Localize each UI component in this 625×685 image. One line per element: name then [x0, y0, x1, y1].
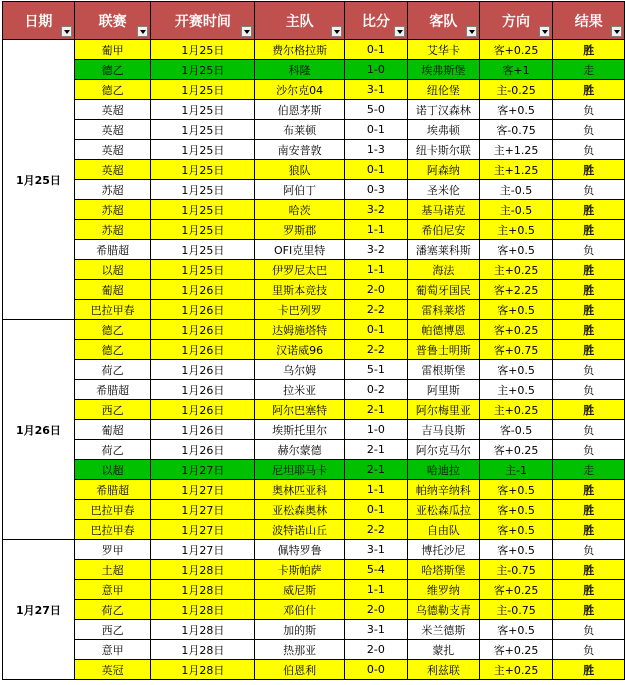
- cell-kickoff[interactable]: 1月26日: [151, 400, 255, 420]
- cell-away-team[interactable]: 帕纳辛纳科: [407, 480, 479, 500]
- cell-direction[interactable]: 主+1.25: [479, 140, 553, 160]
- cell-league[interactable]: 德乙: [74, 60, 150, 80]
- col-header-home[interactable]: [255, 2, 344, 40]
- cell-home-team[interactable]: 阿尔巴塞特: [255, 400, 344, 420]
- table-row: [3, 380, 625, 400]
- filter-dropdown-icon[interactable]: [137, 26, 148, 37]
- cell-date-group[interactable]: 1月27日: [3, 540, 75, 680]
- cell-kickoff[interactable]: 1月27日: [151, 520, 255, 540]
- filter-dropdown-icon[interactable]: [611, 26, 622, 37]
- cell-home-team[interactable]: 狼队: [255, 160, 344, 180]
- cell-away-team[interactable]: 普鲁士明斯: [407, 340, 479, 360]
- cell-kickoff[interactable]: 1月25日: [151, 140, 255, 160]
- cell-league[interactable]: 英冠: [74, 660, 150, 680]
- col-header-label: 开赛时间: [174, 13, 231, 30]
- col-header-direction[interactable]: [479, 2, 553, 40]
- cell-away-team[interactable]: 利兹联: [407, 660, 479, 680]
- cell-away-team[interactable]: 乌德勒支青: [407, 600, 479, 620]
- cell-kickoff[interactable]: 1月26日: [151, 420, 255, 440]
- table-row: [3, 340, 625, 360]
- cell-direction[interactable]: 客+0.5: [479, 360, 553, 380]
- cell-score[interactable]: 5-0: [344, 100, 407, 120]
- cell-result[interactable]: 胜: [553, 580, 625, 600]
- table-row: [3, 460, 625, 480]
- col-header-league[interactable]: [74, 2, 150, 40]
- table-row: [3, 480, 625, 500]
- cell-score[interactable]: 3-2: [344, 240, 407, 260]
- cell-league[interactable]: 英超: [74, 120, 150, 140]
- cell-home-team[interactable]: 尼坦耶马卡: [255, 460, 344, 480]
- cell-away-team[interactable]: 海法: [407, 260, 479, 280]
- cell-score[interactable]: 5-1: [344, 360, 407, 380]
- cell-away-team[interactable]: 阿尔梅里亚: [407, 400, 479, 420]
- cell-kickoff[interactable]: 1月26日: [151, 300, 255, 320]
- cell-league[interactable]: 巴拉甲春: [74, 520, 150, 540]
- table-row: [3, 580, 625, 600]
- cell-score[interactable]: 1-1: [344, 580, 407, 600]
- cell-result[interactable]: 负: [553, 620, 625, 640]
- cell-league[interactable]: 苏超: [74, 220, 150, 240]
- cell-home-team[interactable]: 埃斯托里尔: [255, 420, 344, 440]
- cell-league[interactable]: 英超: [74, 160, 150, 180]
- cell-home-team[interactable]: 伯恩利: [255, 660, 344, 680]
- cell-result[interactable]: 胜: [553, 160, 625, 180]
- cell-home-team[interactable]: 威尼斯: [255, 580, 344, 600]
- cell-score[interactable]: 1-1: [344, 260, 407, 280]
- cell-direction[interactable]: 客+0.5: [479, 500, 553, 520]
- cell-direction[interactable]: 客+2.25: [479, 280, 553, 300]
- cell-league[interactable]: 英超: [74, 140, 150, 160]
- col-header-label: 主队: [285, 13, 314, 30]
- cell-away-team[interactable]: 雷科莱塔: [407, 300, 479, 320]
- cell-score[interactable]: 5-4: [344, 560, 407, 580]
- cell-home-team[interactable]: 阿伯丁: [255, 180, 344, 200]
- cell-kickoff[interactable]: 1月27日: [151, 500, 255, 520]
- cell-away-team[interactable]: 纽伦堡: [407, 80, 479, 100]
- cell-result[interactable]: 胜: [553, 520, 625, 540]
- cell-kickoff[interactable]: 1月26日: [151, 440, 255, 460]
- cell-away-team[interactable]: 自由队: [407, 520, 479, 540]
- cell-direction[interactable]: 主+0.5: [479, 380, 553, 400]
- cell-score[interactable]: 3-2: [344, 200, 407, 220]
- cell-result[interactable]: 胜: [553, 220, 625, 240]
- cell-direction[interactable]: 客+0.5: [479, 100, 553, 120]
- cell-kickoff[interactable]: 1月25日: [151, 180, 255, 200]
- table-row: [3, 600, 625, 620]
- cell-league[interactable]: 荷乙: [74, 600, 150, 620]
- col-header-away[interactable]: [407, 2, 479, 40]
- table-row: [3, 400, 625, 420]
- cell-direction[interactable]: 客+0.5: [479, 540, 553, 560]
- cell-score[interactable]: 1-0: [344, 60, 407, 80]
- cell-away-team[interactable]: 吉马良斯: [407, 420, 479, 440]
- cell-away-team[interactable]: 圣米伦: [407, 180, 479, 200]
- cell-result[interactable]: 胜: [553, 80, 625, 100]
- cell-home-team[interactable]: 达姆施塔特: [255, 320, 344, 340]
- cell-away-team[interactable]: 哈迪拉: [407, 460, 479, 480]
- cell-kickoff[interactable]: 1月26日: [151, 360, 255, 380]
- cell-direction[interactable]: 主+0.25: [479, 260, 553, 280]
- cell-kickoff[interactable]: 1月25日: [151, 80, 255, 100]
- table-row: [3, 200, 625, 220]
- cell-away-team[interactable]: 雷根斯堡: [407, 360, 479, 380]
- cell-direction[interactable]: 客+0.5: [479, 620, 553, 640]
- table-row: [3, 300, 625, 320]
- cell-direction[interactable]: 客+0.25: [479, 40, 553, 60]
- cell-away-team[interactable]: 阿森纳: [407, 160, 479, 180]
- cell-result[interactable]: 负: [553, 100, 625, 120]
- cell-direction[interactable]: 主+0.25: [479, 660, 553, 680]
- cell-direction[interactable]: 客+0.25: [479, 320, 553, 340]
- cell-league[interactable]: 荷乙: [74, 440, 150, 460]
- cell-league[interactable]: 德乙: [74, 340, 150, 360]
- cell-league[interactable]: 希腊超: [74, 240, 150, 260]
- cell-league[interactable]: 巴拉甲春: [74, 500, 150, 520]
- cell-away-team[interactable]: 米兰德斯: [407, 620, 479, 640]
- table-row: [3, 500, 625, 520]
- cell-away-team[interactable]: 博托沙尼: [407, 540, 479, 560]
- cell-league[interactable]: 葡超: [74, 420, 150, 440]
- cell-league[interactable]: 德乙: [74, 320, 150, 340]
- cell-direction[interactable]: 客+0.5: [479, 300, 553, 320]
- filter-dropdown-icon[interactable]: [539, 26, 550, 37]
- cell-direction[interactable]: 主+0.25: [479, 400, 553, 420]
- table-row: [3, 220, 625, 240]
- cell-direction[interactable]: 主-0.5: [479, 200, 553, 220]
- cell-league[interactable]: 以超: [74, 260, 150, 280]
- cell-league[interactable]: 巴拉甲春: [74, 300, 150, 320]
- cell-date-group[interactable]: 1月25日: [3, 40, 75, 320]
- cell-direction[interactable]: 主-0.75: [479, 600, 553, 620]
- cell-direction[interactable]: 客+0.25: [479, 440, 553, 460]
- cell-away-team[interactable]: 哈塔斯堡: [407, 560, 479, 580]
- table-body: [3, 40, 625, 680]
- cell-kickoff[interactable]: 1月27日: [151, 460, 255, 480]
- cell-score[interactable]: 2-1: [344, 460, 407, 480]
- table-row: [3, 620, 625, 640]
- cell-league[interactable]: 葡甲: [74, 40, 150, 60]
- cell-kickoff[interactable]: 1月25日: [151, 160, 255, 180]
- cell-direction[interactable]: 主+1.25: [479, 160, 553, 180]
- cell-result[interactable]: 胜: [553, 200, 625, 220]
- cell-home-team[interactable]: OFI克里特: [255, 240, 344, 260]
- cell-kickoff[interactable]: 1月25日: [151, 220, 255, 240]
- cell-away-team[interactable]: 希伯尼安: [407, 220, 479, 240]
- table-row: [3, 160, 625, 180]
- cell-home-team[interactable]: 卡斯帕萨: [255, 560, 344, 580]
- table-row: [3, 40, 625, 60]
- cell-score[interactable]: 0-1: [344, 500, 407, 520]
- filter-dropdown-icon[interactable]: [466, 26, 477, 37]
- cell-direction[interactable]: 客+0.5: [479, 520, 553, 540]
- cell-home-team[interactable]: 奥林匹亚科: [255, 480, 344, 500]
- table-row: [3, 540, 625, 560]
- cell-direction[interactable]: 主-0.75: [479, 560, 553, 580]
- table-row: [3, 240, 625, 260]
- col-header-score[interactable]: [344, 2, 407, 40]
- cell-result[interactable]: 胜: [553, 480, 625, 500]
- cell-result[interactable]: 胜: [553, 260, 625, 280]
- cell-league[interactable]: 希腊超: [74, 380, 150, 400]
- cell-result[interactable]: 胜: [553, 400, 625, 420]
- cell-away-team[interactable]: 诺丁汉森林: [407, 100, 479, 120]
- cell-home-team[interactable]: 拉米亚: [255, 380, 344, 400]
- cell-home-team[interactable]: 伯恩茅斯: [255, 100, 344, 120]
- cell-home-team[interactable]: 赫尔蒙德: [255, 440, 344, 460]
- cell-away-team[interactable]: 埃弗斯堡: [407, 60, 479, 80]
- cell-score[interactable]: 0-3: [344, 180, 407, 200]
- cell-away-team[interactable]: 阿里斯: [407, 380, 479, 400]
- cell-direction[interactable]: 主-0.25: [479, 80, 553, 100]
- cell-away-team[interactable]: 基马诺克: [407, 200, 479, 220]
- col-header-result[interactable]: [553, 2, 625, 40]
- cell-league[interactable]: 罗甲: [74, 540, 150, 560]
- cell-league[interactable]: 意甲: [74, 640, 150, 660]
- cell-kickoff[interactable]: 1月28日: [151, 600, 255, 620]
- cell-score[interactable]: 2-0: [344, 600, 407, 620]
- cell-kickoff[interactable]: 1月28日: [151, 580, 255, 600]
- cell-direction[interactable]: 客-0.75: [479, 120, 553, 140]
- cell-kickoff[interactable]: 1月27日: [151, 540, 255, 560]
- table-row: [3, 420, 625, 440]
- cell-league[interactable]: 西乙: [74, 400, 150, 420]
- cell-home-team[interactable]: 布莱顿: [255, 120, 344, 140]
- cell-league[interactable]: 土超: [74, 560, 150, 580]
- filter-dropdown-icon[interactable]: [331, 26, 342, 37]
- cell-kickoff[interactable]: 1月25日: [151, 40, 255, 60]
- table-row: [3, 260, 625, 280]
- filter-dropdown-icon[interactable]: [61, 26, 72, 37]
- cell-league[interactable]: 苏超: [74, 200, 150, 220]
- cell-kickoff[interactable]: 1月25日: [151, 240, 255, 260]
- cell-home-team[interactable]: 乌尔姆: [255, 360, 344, 380]
- table-row: [3, 320, 625, 340]
- cell-direction[interactable]: 客+0.25: [479, 640, 553, 660]
- cell-direction[interactable]: 客+1: [479, 60, 553, 80]
- cell-league[interactable]: 苏超: [74, 180, 150, 200]
- filter-dropdown-icon[interactable]: [394, 26, 405, 37]
- cell-home-team[interactable]: 罗斯郡: [255, 220, 344, 240]
- cell-home-team[interactable]: 伊罗尼太巴: [255, 260, 344, 280]
- cell-score[interactable]: 0-2: [344, 380, 407, 400]
- cell-league[interactable]: 以超: [74, 460, 150, 480]
- cell-result[interactable]: 负: [553, 640, 625, 660]
- cell-score[interactable]: 2-2: [344, 520, 407, 540]
- col-header-label: 客队: [429, 13, 458, 30]
- results-table: [2, 1, 625, 680]
- table-row: [3, 640, 625, 660]
- cell-result[interactable]: 负: [553, 380, 625, 400]
- cell-league[interactable]: 英超: [74, 100, 150, 120]
- cell-date-group[interactable]: 1月26日: [3, 320, 75, 540]
- cell-home-team[interactable]: 费尔格拉斯: [255, 40, 344, 60]
- col-header-label: 方向: [502, 13, 531, 30]
- cell-score[interactable]: 0-1: [344, 120, 407, 140]
- cell-result[interactable]: 胜: [553, 660, 625, 680]
- cell-home-team[interactable]: 沙尔克04: [255, 80, 344, 100]
- cell-score[interactable]: 0-1: [344, 40, 407, 60]
- cell-direction[interactable]: 主-0.5: [479, 180, 553, 200]
- cell-result[interactable]: 胜: [553, 600, 625, 620]
- cell-direction[interactable]: 主+0.5: [479, 220, 553, 240]
- cell-result[interactable]: 负: [553, 440, 625, 460]
- table-row: [3, 280, 625, 300]
- cell-score[interactable]: 3-1: [344, 80, 407, 100]
- cell-direction[interactable]: 客+0.75: [479, 340, 553, 360]
- cell-home-team[interactable]: 卡巴列罗: [255, 300, 344, 320]
- cell-score[interactable]: 0-1: [344, 160, 407, 180]
- cell-result[interactable]: 胜: [553, 280, 625, 300]
- cell-score[interactable]: 0-0: [344, 660, 407, 680]
- table-row: [3, 520, 625, 540]
- cell-away-team[interactable]: 帕德博恩: [407, 320, 479, 340]
- cell-kickoff[interactable]: 1月28日: [151, 620, 255, 640]
- col-header-label: 联赛: [98, 13, 127, 30]
- cell-direction[interactable]: 客+0.25: [479, 580, 553, 600]
- cell-score[interactable]: 3-1: [344, 540, 407, 560]
- cell-home-team[interactable]: 波特诺山丘: [255, 520, 344, 540]
- cell-result[interactable]: 胜: [553, 500, 625, 520]
- cell-home-team[interactable]: 科隆: [255, 60, 344, 80]
- cell-away-team[interactable]: 潘塞莱科斯: [407, 240, 479, 260]
- col-header-label: 日期: [24, 13, 53, 30]
- cell-score[interactable]: 1-0: [344, 420, 407, 440]
- table-row: [3, 660, 625, 680]
- cell-league[interactable]: 西乙: [74, 620, 150, 640]
- cell-home-team[interactable]: 哈茨: [255, 200, 344, 220]
- cell-kickoff[interactable]: 1月25日: [151, 260, 255, 280]
- cell-kickoff[interactable]: 1月28日: [151, 560, 255, 580]
- cell-kickoff[interactable]: 1月26日: [151, 380, 255, 400]
- cell-score[interactable]: 3-1: [344, 620, 407, 640]
- cell-kickoff[interactable]: 1月27日: [151, 480, 255, 500]
- cell-result[interactable]: 负: [553, 180, 625, 200]
- table-row: [3, 60, 625, 80]
- cell-result[interactable]: 负: [553, 240, 625, 260]
- cell-away-team[interactable]: 埃弗顿: [407, 120, 479, 140]
- table-row: [3, 360, 625, 380]
- cell-away-team[interactable]: 葡萄牙国民: [407, 280, 479, 300]
- cell-result[interactable]: 负: [553, 420, 625, 440]
- cell-result[interactable]: 胜: [553, 320, 625, 340]
- cell-kickoff[interactable]: 1月25日: [151, 60, 255, 80]
- cell-home-team[interactable]: 亚松森奥林: [255, 500, 344, 520]
- cell-result[interactable]: 走: [553, 460, 625, 480]
- cell-score[interactable]: 1-1: [344, 220, 407, 240]
- cell-away-team[interactable]: 阿尔克马尔: [407, 440, 479, 460]
- cell-score[interactable]: 2-0: [344, 280, 407, 300]
- cell-result[interactable]: 负: [553, 140, 625, 160]
- cell-kickoff[interactable]: 1月28日: [151, 660, 255, 680]
- cell-result[interactable]: 负: [553, 540, 625, 560]
- cell-home-team[interactable]: 热那亚: [255, 640, 344, 660]
- cell-score[interactable]: 2-1: [344, 400, 407, 420]
- cell-away-team[interactable]: 纽卡斯尔联: [407, 140, 479, 160]
- cell-home-team[interactable]: 佩特罗鲁: [255, 540, 344, 560]
- cell-away-team[interactable]: 亚松森瓜拉: [407, 500, 479, 520]
- cell-score[interactable]: 2-1: [344, 440, 407, 460]
- cell-away-team[interactable]: 艾华卡: [407, 40, 479, 60]
- cell-league[interactable]: 德乙: [74, 80, 150, 100]
- cell-result[interactable]: 胜: [553, 300, 625, 320]
- cell-kickoff[interactable]: 1月26日: [151, 340, 255, 360]
- cell-direction[interactable]: 客+0.5: [479, 240, 553, 260]
- table-row: [3, 180, 625, 200]
- cell-home-team[interactable]: 邓伯什: [255, 600, 344, 620]
- cell-direction[interactable]: 客-0.5: [479, 420, 553, 440]
- cell-direction[interactable]: 主-1: [479, 460, 553, 480]
- table-row: [3, 100, 625, 120]
- cell-home-team[interactable]: 里斯本竞技: [255, 280, 344, 300]
- cell-score[interactable]: 1-1: [344, 480, 407, 500]
- header-row: [3, 2, 625, 40]
- cell-league[interactable]: 葡超: [74, 280, 150, 300]
- cell-score[interactable]: 2-2: [344, 340, 407, 360]
- col-header-kickoff[interactable]: [151, 2, 255, 40]
- cell-kickoff[interactable]: 1月25日: [151, 120, 255, 140]
- cell-league[interactable]: 荷乙: [74, 360, 150, 380]
- cell-score[interactable]: 1-3: [344, 140, 407, 160]
- table-row: [3, 120, 625, 140]
- col-header-label: 比分: [361, 13, 390, 30]
- cell-score[interactable]: 0-1: [344, 320, 407, 340]
- cell-kickoff[interactable]: 1月28日: [151, 640, 255, 660]
- cell-kickoff[interactable]: 1月25日: [151, 200, 255, 220]
- cell-home-team[interactable]: 汉诺威96: [255, 340, 344, 360]
- table-row: [3, 440, 625, 460]
- cell-league[interactable]: 意甲: [74, 580, 150, 600]
- cell-home-team[interactable]: 加的斯: [255, 620, 344, 640]
- cell-score[interactable]: 2-2: [344, 300, 407, 320]
- table-row: [3, 560, 625, 580]
- cell-away-team[interactable]: 维罗纳: [407, 580, 479, 600]
- cell-kickoff[interactable]: 1月26日: [151, 280, 255, 300]
- cell-direction[interactable]: 客+0.5: [479, 480, 553, 500]
- cell-kickoff[interactable]: 1月25日: [151, 100, 255, 120]
- cell-result[interactable]: 负: [553, 360, 625, 380]
- cell-away-team[interactable]: 蒙扎: [407, 640, 479, 660]
- col-header-label: 结果: [574, 13, 603, 30]
- table-row: [3, 80, 625, 100]
- cell-result[interactable]: 胜: [553, 340, 625, 360]
- cell-result[interactable]: 负: [553, 120, 625, 140]
- col-header-date[interactable]: [3, 2, 75, 40]
- cell-result[interactable]: 走: [553, 60, 625, 80]
- cell-league[interactable]: 希腊超: [74, 480, 150, 500]
- cell-result[interactable]: 胜: [553, 560, 625, 580]
- filter-dropdown-icon[interactable]: [241, 26, 252, 37]
- cell-kickoff[interactable]: 1月26日: [151, 320, 255, 340]
- cell-home-team[interactable]: 南安普敦: [255, 140, 344, 160]
- cell-score[interactable]: 2-0: [344, 640, 407, 660]
- cell-result[interactable]: 胜: [553, 40, 625, 60]
- table-row: [3, 140, 625, 160]
